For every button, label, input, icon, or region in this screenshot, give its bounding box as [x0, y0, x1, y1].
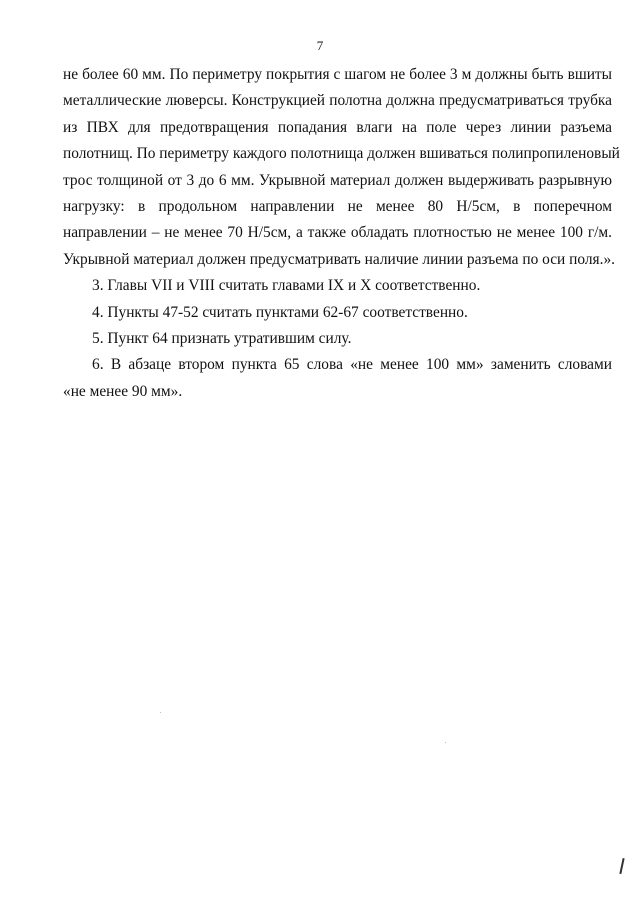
text-line: трос толщиной от 3 до 6 мм. Укрывной материал должен выдерживать разрывную — [63, 171, 612, 189]
paragraph-item-3 — [63, 273, 612, 299]
scan-speck — [445, 742, 446, 743]
text-line: Укрывной материал должен предусматривать наличие линии разъема по оси поля.». — [63, 250, 616, 268]
text-line: направлении – не менее 70 Н/5см, а также обладать плотностью не менее 100 г/м. — [63, 224, 612, 242]
paragraph-item-4 — [63, 300, 612, 326]
text-line: 4. Пункты 47-52 считать пунктами 62-67 соответственно. — [92, 303, 468, 321]
paragraph-continuation — [63, 62, 620, 273]
text-line: не более 60 мм. По периметру покрытия с шагом не более 3 м должны быть вшиты — [63, 66, 612, 83]
document-body — [63, 62, 620, 405]
scan-speck — [160, 712, 161, 713]
text-line: нагрузку: в продольном направлении не менее 80 Н/5см, в поперечном — [63, 198, 612, 216]
text-line: полотнищ. По периметру каждого полотнища должен вшиваться полипропиленовый — [63, 145, 620, 163]
page-number: 7 — [316, 38, 324, 53]
text-line: 3. Главы VII и VIII считать главами IX и X соответственно. — [92, 277, 481, 295]
text-line: 6. В абзаце втором пункта 65 слова «не менее 100 мм» заменить словами — [92, 356, 612, 374]
paragraph-item-6 — [63, 352, 612, 405]
text-line: 5. Пункт 64 признать утратившим силу. — [92, 330, 352, 348]
pen-mark — [619, 858, 624, 874]
paragraph-item-5 — [63, 326, 612, 352]
text-line: «не менее 90 мм». — [63, 382, 183, 400]
text-line: из ПВХ для предотвращения попадания влаги на поле через линии разъема — [63, 118, 612, 136]
text-line: металлические люверсы. Конструкцией полотна должна предусматриваться трубка — [63, 92, 612, 110]
